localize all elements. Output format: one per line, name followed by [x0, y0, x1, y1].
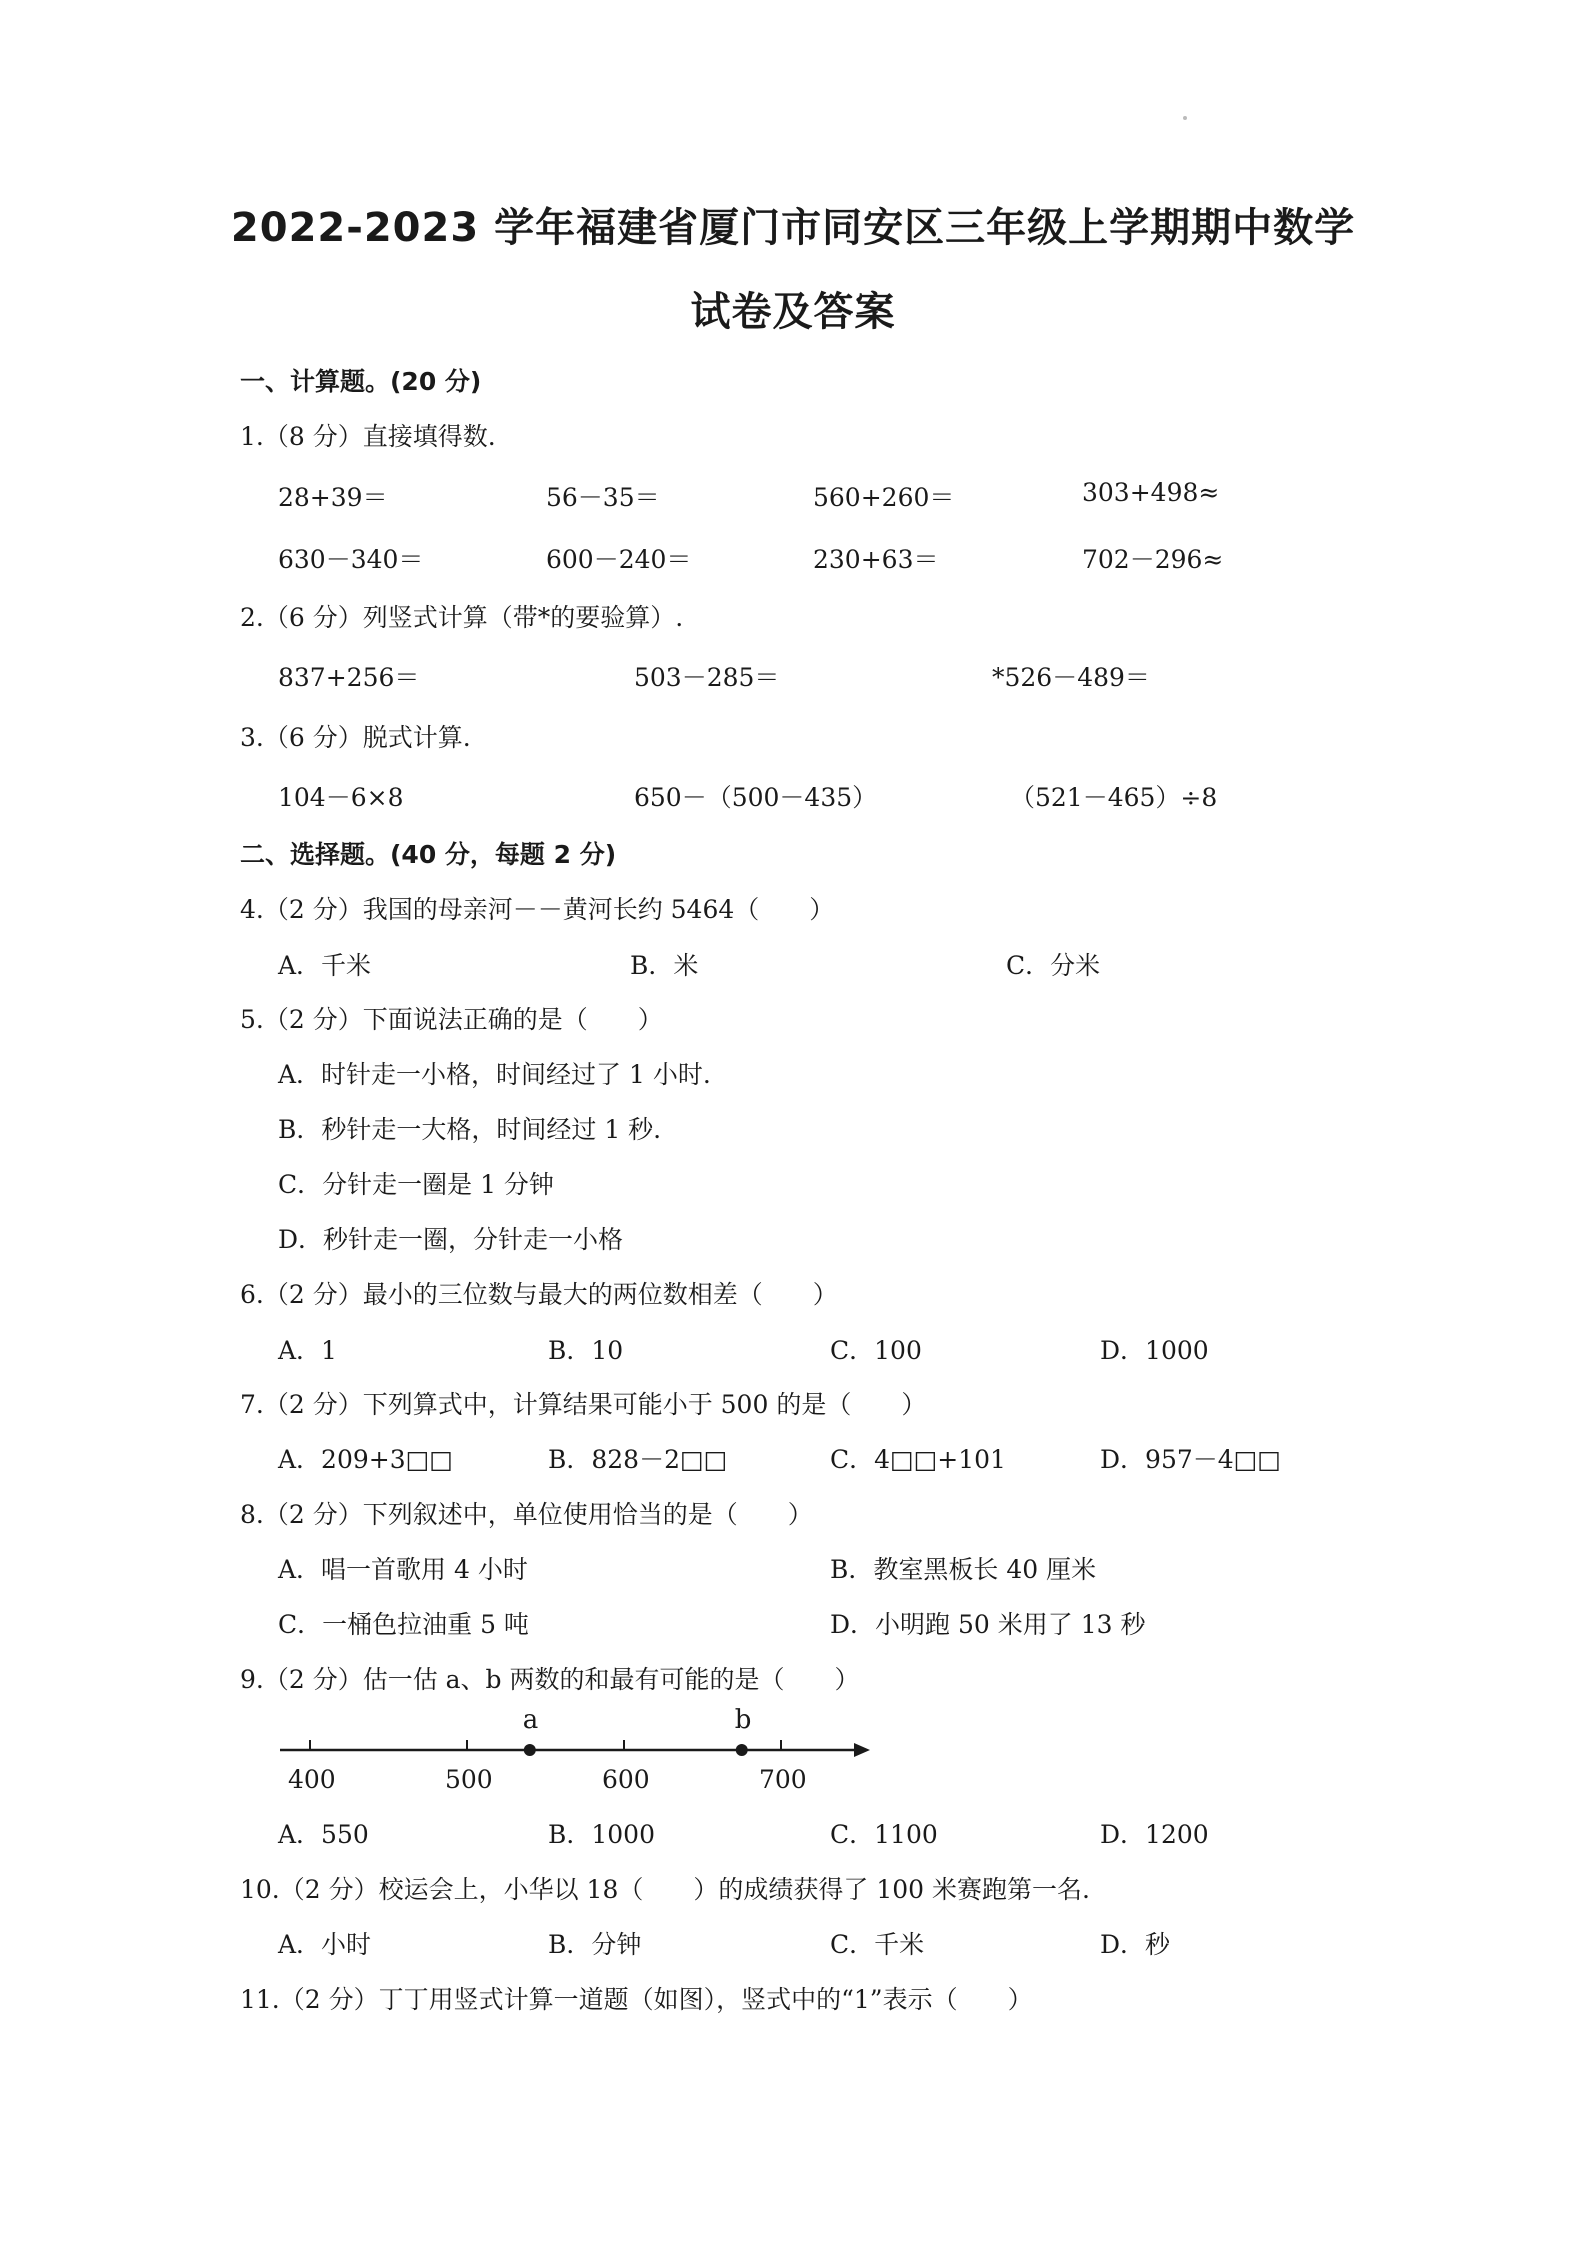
- q10-option: A．小时: [278, 1930, 372, 1959]
- number-line-arrow-icon: [854, 1743, 870, 1757]
- corner-dot: [1183, 116, 1187, 120]
- q7-option: A．209+3□□: [278, 1445, 453, 1474]
- q5-option: D．秒针走一圈，分针走一小格: [278, 1225, 624, 1254]
- q9-option: D．1200: [1100, 1820, 1209, 1849]
- q3-stem: 3.（6 分）脱式计算.: [240, 723, 471, 752]
- q8-stem: 8.（2 分）下列叙述中，单位使用恰当的是（ ）: [240, 1500, 813, 1529]
- q10-option: D．秒: [1100, 1930, 1171, 1959]
- q8-option: A．唱一首歌用 4 小时: [278, 1555, 528, 1584]
- q6-option: A．1: [278, 1336, 337, 1365]
- section2-heading: 二、选择题。(40 分，每题 2 分): [240, 840, 617, 869]
- q6-option: B．10: [548, 1336, 624, 1365]
- q1-item: 28+39＝: [278, 483, 388, 512]
- q10-option: B．分钟: [548, 1930, 642, 1959]
- q1-item: 702－296≈: [1082, 545, 1224, 574]
- q3-item: （521－465）÷8: [1010, 783, 1218, 812]
- number-line-point-a: [524, 1744, 536, 1756]
- q4-option: A．千米: [278, 951, 372, 980]
- doc-title-line1: 2022-2023 学年福建省厦门市同安区三年级上学期期中数学: [230, 205, 1356, 251]
- q10-option: C．千米: [830, 1930, 925, 1959]
- q3-item: 104－6×8: [278, 783, 404, 812]
- number-line-tick-label: 600: [602, 1765, 650, 1794]
- q10-stem: 10.（2 分）校运会上，小华以 18（ ）的成绩获得了 100 米赛跑第一名.: [240, 1875, 1090, 1904]
- number-line-tick-label: 700: [759, 1765, 807, 1794]
- q2-item: 837+256＝: [278, 663, 420, 692]
- q4-option: C．分米: [1006, 951, 1101, 980]
- q5-option: A．时针走一小格，时间经过了 1 小时.: [278, 1060, 711, 1089]
- q4-option: B．米: [630, 951, 699, 980]
- q7-stem: 7.（2 分）下列算式中，计算结果可能小于 500 的是（ ）: [240, 1390, 927, 1419]
- q2-item: 503－285＝: [634, 663, 780, 692]
- q8-option: B．教室黑板长 40 厘米: [830, 1555, 1097, 1584]
- q7-option: C．4□□+101: [830, 1445, 1006, 1474]
- q1-item: 600－240＝: [546, 545, 692, 574]
- q9-stem: 9.（2 分）估一估 a、b 两数的和最有可能的是（ ）: [240, 1665, 860, 1694]
- q7-option: D．957－4□□: [1100, 1445, 1281, 1474]
- number-line-tick-label: 400: [288, 1765, 336, 1794]
- q6-option: C．100: [830, 1336, 922, 1365]
- q6-stem: 6.（2 分）最小的三位数与最大的两位数相差（ ）: [240, 1280, 838, 1309]
- q5-stem: 5.（2 分）下面说法正确的是（ ）: [240, 1005, 663, 1034]
- q1-item: 230+63＝: [813, 545, 939, 574]
- number-line-point-a-label: a: [522, 1705, 539, 1735]
- number-line-point-b-label: b: [734, 1705, 752, 1735]
- q2-item: *526－489＝: [992, 663, 1150, 692]
- q4-stem: 4.（2 分）我国的母亲河－－黄河长约 5464（ ）: [240, 895, 835, 924]
- number-line-tick-label: 500: [445, 1765, 493, 1794]
- q9-option: C．1100: [830, 1820, 938, 1849]
- q7-option: B．828－2□□: [548, 1445, 728, 1474]
- q9-option: B．1000: [548, 1820, 655, 1849]
- doc-title-line2: 试卷及答案: [690, 289, 896, 335]
- q1-stem: 1.（8 分）直接填得数.: [240, 422, 496, 451]
- q2-stem: 2.（6 分）列竖式计算（带*的要验算）.: [240, 603, 684, 632]
- q1-item: 630－340＝: [278, 545, 424, 574]
- q5-option: C．分针走一圈是 1 分钟: [278, 1170, 554, 1199]
- q3-item: 650－（500－435）: [634, 783, 878, 812]
- q1-item: 303+498≈: [1082, 478, 1220, 507]
- section1-heading: 一、计算题。(20 分): [240, 367, 482, 396]
- number-line-point-b: [736, 1744, 748, 1756]
- q5-option: B．秒针走一大格，时间经过 1 秒.: [278, 1115, 662, 1144]
- q9-option: A．550: [278, 1820, 369, 1849]
- q1-item: 560+260＝: [813, 483, 955, 512]
- q8-option: D．小明跑 50 米用了 13 秒: [830, 1610, 1146, 1639]
- q11-stem: 11.（2 分）丁丁用竖式计算一道题（如图），竖式中的“1”表示（ ）: [240, 1985, 1033, 2014]
- q8-option: C．一桶色拉油重 5 吨: [278, 1610, 529, 1639]
- q6-option: D．1000: [1100, 1336, 1209, 1365]
- number-line-figure: [270, 1700, 890, 1800]
- q1-item: 56－35＝: [546, 483, 660, 512]
